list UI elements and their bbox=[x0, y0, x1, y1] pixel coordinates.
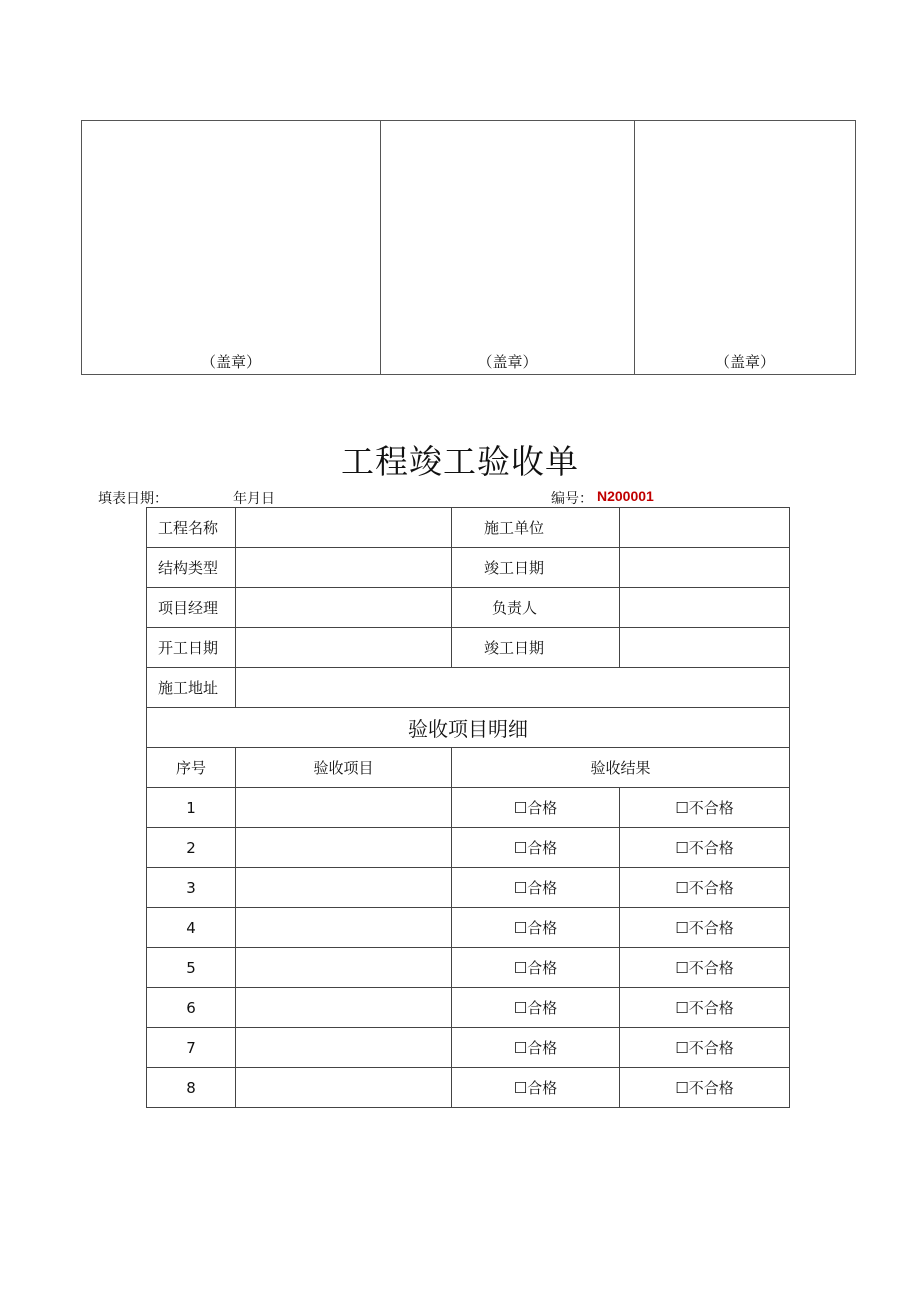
fail-checkbox[interactable] bbox=[620, 988, 790, 1028]
column-header-item: 验收项目 bbox=[236, 748, 452, 788]
item-name-field[interactable] bbox=[236, 868, 452, 908]
item-row bbox=[147, 948, 790, 988]
info-value-field[interactable] bbox=[236, 508, 452, 548]
section-row bbox=[147, 708, 790, 748]
acceptance-table bbox=[146, 507, 790, 1108]
pass-label: ☐合格 bbox=[513, 1039, 558, 1057]
fail-label: ☐不合格 bbox=[675, 1079, 734, 1097]
stamp-label: （盖章） bbox=[200, 353, 261, 371]
info-label: 负责人 bbox=[452, 588, 620, 628]
fail-checkbox[interactable] bbox=[620, 948, 790, 988]
pass-checkbox[interactable] bbox=[452, 988, 620, 1028]
info-label: 竣工日期 bbox=[452, 628, 620, 668]
stamp-cell-1 bbox=[82, 121, 381, 375]
item-index: 7 bbox=[147, 1028, 236, 1068]
fail-label: ☐不合格 bbox=[675, 919, 734, 937]
stamp-table bbox=[81, 120, 856, 375]
info-row bbox=[147, 628, 790, 668]
form-title: 工程竣工验收单 bbox=[341, 442, 579, 481]
info-label: 施工单位 bbox=[452, 508, 620, 548]
pass-checkbox[interactable] bbox=[452, 948, 620, 988]
fail-checkbox[interactable] bbox=[620, 1068, 790, 1108]
item-index: 6 bbox=[147, 988, 236, 1028]
column-header-row bbox=[147, 748, 790, 788]
item-row bbox=[147, 908, 790, 948]
item-index: 8 bbox=[147, 1068, 236, 1108]
pass-label: ☐合格 bbox=[513, 999, 558, 1017]
info-value-field[interactable] bbox=[236, 588, 452, 628]
address-field[interactable] bbox=[236, 668, 790, 708]
item-row bbox=[147, 1068, 790, 1108]
number-value: N200001 bbox=[597, 488, 654, 504]
pass-checkbox[interactable] bbox=[452, 868, 620, 908]
info-row bbox=[147, 548, 790, 588]
fail-label: ☐不合格 bbox=[675, 879, 734, 897]
item-row bbox=[147, 868, 790, 908]
pass-checkbox[interactable] bbox=[452, 828, 620, 868]
info-value-field[interactable] bbox=[620, 508, 790, 548]
item-name-field[interactable] bbox=[236, 908, 452, 948]
address-row bbox=[147, 668, 790, 708]
item-row bbox=[147, 988, 790, 1028]
item-name-field[interactable] bbox=[236, 948, 452, 988]
item-name-field[interactable] bbox=[236, 788, 452, 828]
fail-checkbox[interactable] bbox=[620, 1028, 790, 1068]
item-index: 1 bbox=[147, 788, 236, 828]
pass-label: ☐合格 bbox=[513, 919, 558, 937]
info-label: 结构类型 bbox=[147, 548, 236, 588]
item-index: 3 bbox=[147, 868, 236, 908]
pass-checkbox[interactable] bbox=[452, 1068, 620, 1108]
pass-label: ☐合格 bbox=[513, 959, 558, 977]
item-name-field[interactable] bbox=[236, 988, 452, 1028]
info-value-field[interactable] bbox=[620, 548, 790, 588]
info-label: 工程名称 bbox=[147, 508, 236, 548]
address-label: 施工地址 bbox=[147, 668, 236, 708]
stamp-label: （盖章） bbox=[714, 353, 775, 371]
item-index: 5 bbox=[147, 948, 236, 988]
section-title: 验收项目明细 bbox=[147, 708, 790, 748]
fail-label: ☐不合格 bbox=[675, 1039, 734, 1057]
pass-checkbox[interactable] bbox=[452, 908, 620, 948]
item-name-field[interactable] bbox=[236, 828, 452, 868]
fail-checkbox[interactable] bbox=[620, 868, 790, 908]
item-index: 4 bbox=[147, 908, 236, 948]
pass-checkbox[interactable] bbox=[452, 1028, 620, 1068]
pass-label: ☐合格 bbox=[513, 1079, 558, 1097]
stamp-label: （盖章） bbox=[477, 353, 538, 371]
info-label: 竣工日期 bbox=[452, 548, 620, 588]
fail-label: ☐不合格 bbox=[675, 839, 734, 857]
date-value: 年月日 bbox=[233, 491, 275, 507]
item-name-field[interactable] bbox=[236, 1028, 452, 1068]
stamp-cell-3 bbox=[635, 121, 856, 375]
fail-label: ☐不合格 bbox=[675, 999, 734, 1017]
info-row bbox=[147, 508, 790, 548]
item-index: 2 bbox=[147, 828, 236, 868]
column-header-index: 序号 bbox=[147, 748, 236, 788]
info-value-field[interactable] bbox=[236, 628, 452, 668]
fail-checkbox[interactable] bbox=[620, 908, 790, 948]
info-value-field[interactable] bbox=[620, 588, 790, 628]
pass-label: ☐合格 bbox=[513, 839, 558, 857]
item-row bbox=[147, 1028, 790, 1068]
number-label: 编号： bbox=[551, 491, 593, 507]
info-value-field[interactable] bbox=[236, 548, 452, 588]
info-row bbox=[147, 588, 790, 628]
stamp-cell-2 bbox=[381, 121, 635, 375]
fail-checkbox[interactable] bbox=[620, 788, 790, 828]
date-label: 填表日期： bbox=[98, 491, 168, 507]
pass-label: ☐合格 bbox=[513, 799, 558, 817]
info-value-field[interactable] bbox=[620, 628, 790, 668]
pass-label: ☐合格 bbox=[513, 879, 558, 897]
item-row bbox=[147, 828, 790, 868]
fail-label: ☐不合格 bbox=[675, 959, 734, 977]
fail-checkbox[interactable] bbox=[620, 828, 790, 868]
column-header-result: 验收结果 bbox=[452, 748, 790, 788]
item-row bbox=[147, 788, 790, 828]
info-label: 开工日期 bbox=[147, 628, 236, 668]
fail-label: ☐不合格 bbox=[675, 799, 734, 817]
info-label: 项目经理 bbox=[147, 588, 236, 628]
item-name-field[interactable] bbox=[236, 1068, 452, 1108]
pass-checkbox[interactable] bbox=[452, 788, 620, 828]
